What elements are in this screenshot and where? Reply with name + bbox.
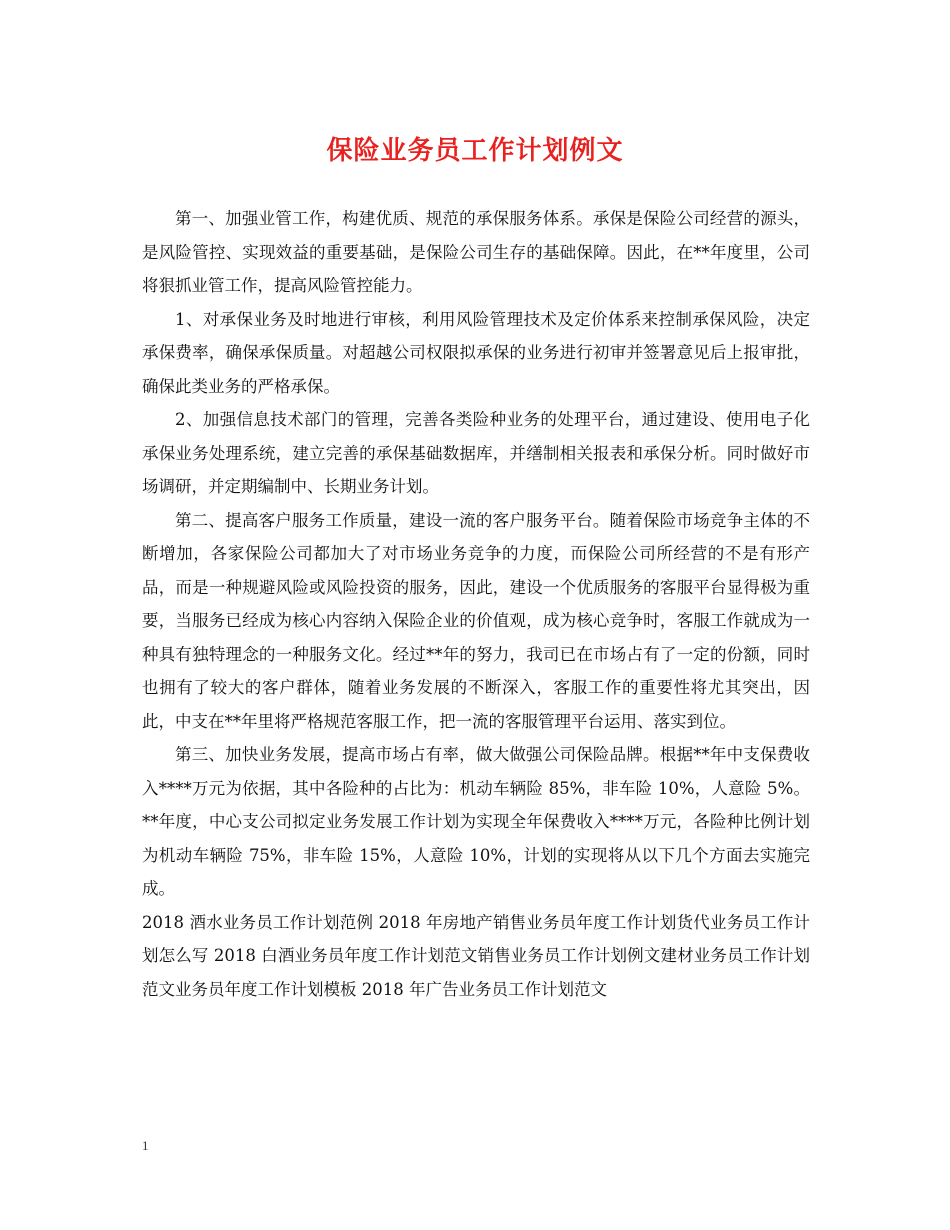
related-links-text: 2018 酒水业务员工作计划范例 2018 年房地产销售业务员年度工作计划货代业务员工作计划怎么写 2018 白酒业务员年度工作计划范文销售业务员工作计划例文建材业务员工作计划范文业务员年度工作计划模板 2018 年广告业务员工作计划范文 — [142, 912, 810, 999]
paragraph-4: 第二、提高客户服务工作质量，建设一流的客户服务平台。随着保险市场竞争主体的不断增加，各家保险公司都加大了对市场业务竞争的力度，而保险公司所经营的不是有形产品，而是一种规避风险或风险投资的服务，因此，建设一个优质服务的客服平台显得极为重要，当服务已经成为核心内容纳入保险企业的价值观，成为核心竞争时，客服工作就成为一种具有独特理念的一种服务文化。经过**年的努力，我司已在市场占有了一定的份额，同时也拥有了较大的客户群体，随着业务发展的不断深入，客服工作的重要性将尤其突出，因此，中支在**年里将严格规范客服工作，把一流的客服管理平台运用、落实到位。 — [142, 510, 810, 731]
paragraph-2: 1、对承保业务及时地进行审核，利用风险管理技术及定价体系来控制承保风险，决定承保费率，确保承保质量。对超越公司权限拟承保的业务进行初审并签署意见后上报审批，确保此类业务的严格承保。 — [142, 309, 810, 396]
document-title: 保险业务员工作计划例文 — [326, 136, 624, 166]
page-number: 1 — [142, 1138, 149, 1153]
paragraph-1: 第一、加强业管工作，构建优质、规范的承保服务体系。承保是保险公司经营的源头，是风险管控、实现效益的重要基础，是保险公司生存的基础保障。因此，在**年度里，公司将狠抓业管工作，提高风险管控能力。 — [142, 209, 810, 295]
paragraph-3: 2、加强信息技术部门的管理，完善各类险种业务的处理平台，通过建设、使用电子化承保业务处理系统，建立完善的承保基础数据库，并缮制相关报表和承保分析。同时做好市场调研，并定期编制中、长期业务计划。 — [142, 410, 810, 496]
document-body — [142, 202, 810, 1006]
paragraph-5: 第三、加快业务发展，提高市场占有率，做大做强公司保险品牌。根据**年中支保费收入****万元为依据，其中各险种的占比为：机动车辆险 85%，非车险 10%，人意险 5%。**年度，中心支公司拟定业务发展工作计划为实现全年保费收入****万元，各险种比例计划为机动车辆险 75%，非车险 15%，人意险 10%，计划的实现将从以下几个方面去实施完成。 — [142, 745, 810, 898]
